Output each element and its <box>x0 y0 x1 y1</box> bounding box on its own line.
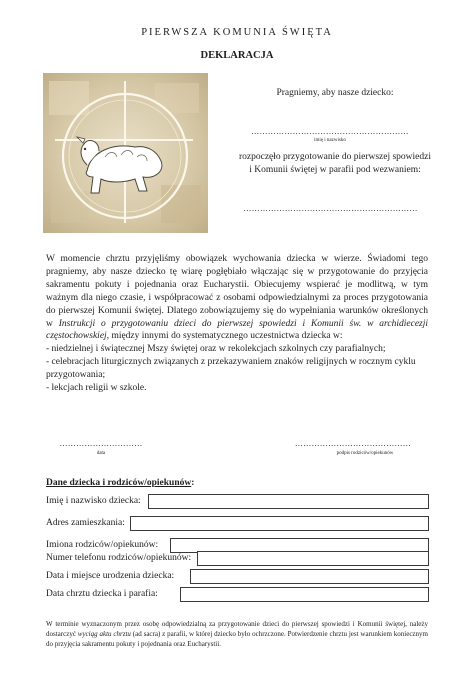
declaration-part-2: , między innymi do systematycznego uczestnictwa dziecka w: <box>106 331 343 342</box>
request-intro: Pragniemy, aby nasze dziecko: <box>276 88 394 98</box>
note-emphasis: wyciąg aktu chrztu <box>77 629 131 638</box>
parish-name-line[interactable]: ……………………………………………………… <box>243 204 418 213</box>
address-label: Adres zamieszkania: <box>46 518 125 528</box>
list-item: - niedzielnej i świątecznej Mszy świętej oraz w rekolekcjach szkolnych czy parafialnych; <box>46 344 386 355</box>
request-line-1: rozpoczęło przygotowanie do pierwszej spowiedzi <box>238 152 432 162</box>
birth-date-place-label: Data i miejsce urodzenia dziecka: <box>46 571 175 581</box>
form-title-colon: : <box>191 478 195 488</box>
baptism-date-parish-label: Data chrztu dziecka i parafia: <box>46 589 158 599</box>
child-name-field[interactable] <box>148 494 429 509</box>
birth-date-place-field[interactable] <box>190 569 429 584</box>
date-caption: data <box>96 451 106 456</box>
phone-field[interactable] <box>197 551 429 566</box>
parents-names-label: Imiona rodziców/opiekunów: <box>46 540 159 550</box>
lamb-with-cross-icon <box>43 73 208 233</box>
request-text <box>210 151 460 176</box>
instruction-title: Instrukcji o przygotowaniu dzieci do pierwszej spowiedzi i Komunii św. w archidiecezji częstochowskiej <box>46 318 429 342</box>
request-line-2: i Komunii świętej w parafii pod wezwaniem: <box>249 164 421 175</box>
list-item: - lekcjach religii w szkole. <box>46 383 147 394</box>
declaration-part-1: W momencie chrztu przyjęliśmy obowiązek wychowania dziecka w wierze. Świadomi tego pragniemy, aby nasze dziecko tę wiarę pogłębiało włączając się w przygotowanie do przyjęcia sakramentu pokuty i pojednania oraz Eucharystii. Obiecujemy wspierać je modlitwą, w tym ważnym dla niego czasie, i współpracować z osobami odpowiedzialnymi za proces przygotowania do pierwszej Komunii świętej. Dlatego zobowiązujemy się do wypełniania warunków określonych w <box>46 254 428 329</box>
phone-label: Numer telefonu rodziców/opiekunów: <box>46 553 192 563</box>
child-name-caption: imię i nazwisko <box>314 138 346 143</box>
obligations-list <box>46 343 428 395</box>
child-name-label: Imię i nazwisko dziecka: <box>46 496 141 506</box>
form-title-text: Dane dziecka i rodziców/opiekunów <box>46 478 192 488</box>
declaration-text <box>46 253 428 395</box>
document-title: DEKLARACJA <box>200 50 274 61</box>
child-name-line[interactable]: ………………………………………………… <box>251 127 409 136</box>
baptism-date-parish-field[interactable] <box>180 587 429 602</box>
declaration-paragraph <box>46 253 428 343</box>
address-field[interactable] <box>130 516 429 531</box>
form-section-title <box>46 478 194 488</box>
note-text-2: (ad sacra) z parafii, w której dziecko było ochrzczone. Potwierdzenie chrztu jest warunkiem koniecznym do przyjęcia sakramentu pokuty i pojednania oraz Eucharystii. <box>46 629 428 648</box>
baptism-note <box>46 620 428 649</box>
list-item: - celebracjach liturgicznych związanych z przekazywaniem znaków religijnych w rocznym cyklu przygotowania; <box>46 357 416 381</box>
document-heading: PIERWSZA KOMUNIA ŚWIĘTA <box>141 27 333 38</box>
signature-line[interactable]: …………………………………… <box>294 439 412 448</box>
note-text-1: W terminie wyznaczonym przez osobę odpowiedzialną za przygotowanie dzieci do pierwszej spowiedzi i Komunii świętej, należy dostarczyć <box>46 620 428 638</box>
signature-caption: podpis rodziców/opiekunów <box>336 451 394 456</box>
date-line[interactable]: ………………………… <box>59 439 143 448</box>
